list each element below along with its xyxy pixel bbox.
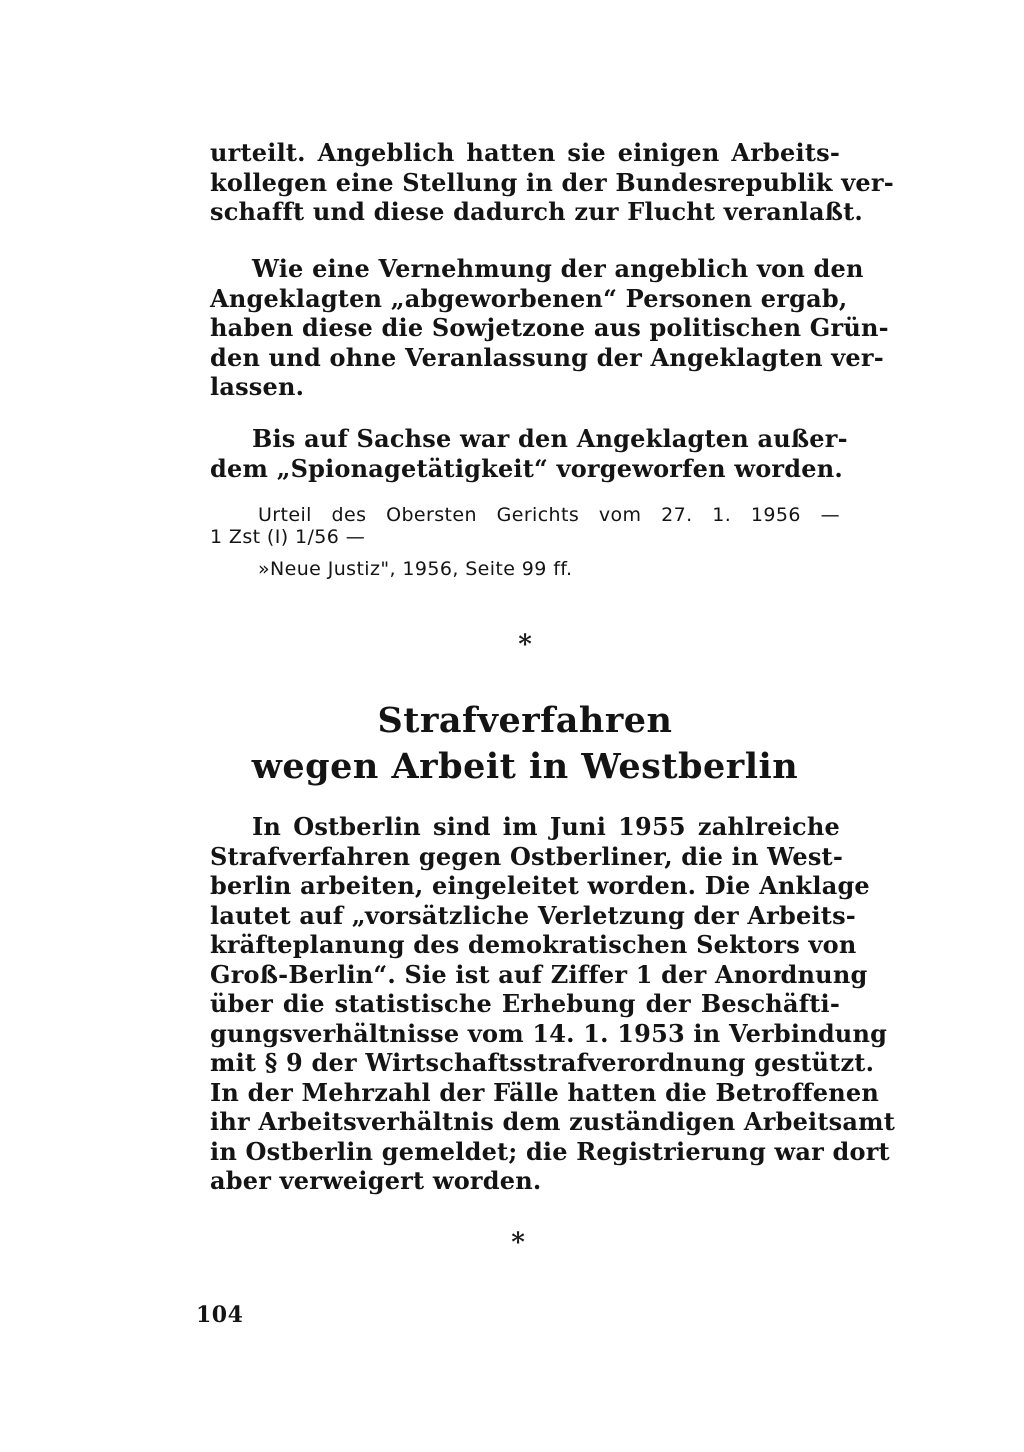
text-line: kollegen eine Stellung in der Bundesrepublik ver- xyxy=(210,167,894,197)
citation-line: Urteil des Obersten Gerichts vom 27. 1. 1956 — xyxy=(258,504,840,526)
text-line: Wie eine Vernehmung der angeblich von den xyxy=(252,254,864,283)
text-line: In der Mehrzahl der Fälle hatten die Betroffenen xyxy=(210,1077,880,1107)
text-line: haben diese die Sowjetzone aus politischen Grün- xyxy=(210,313,889,342)
section-body-paragraph xyxy=(210,812,895,1196)
text-line: lautet auf „vorsätzliche Verletzung der Arbeits- xyxy=(210,900,856,930)
text-line: aber verweigert worden. xyxy=(210,1166,542,1195)
citation-line: »Neue Justiz", 1956, Seite 99 ff. xyxy=(258,558,573,580)
heading-line: wegen Arbeit in Westberlin xyxy=(251,746,799,787)
text-line: Bis auf Sachse war den Angeklagten außer- xyxy=(252,424,848,453)
heading-line: Strafverfahren xyxy=(377,700,673,741)
text-line: kräfteplanung des demokratischen Sektors von xyxy=(210,930,857,959)
text-line: Angeklagten „abgeworbenen“ Personen ergab, xyxy=(210,283,848,313)
text-line: Strafverfahren gegen Ostberliner, die in West- xyxy=(210,841,843,871)
paragraph-interrogation xyxy=(210,254,889,402)
text-line: dem „Spionagetätigkeit“ vorgeworfen worden. xyxy=(210,453,843,483)
section-heading xyxy=(210,698,840,790)
text-line: gungsverhältnisse vom 14. 1. 1953 in Verbindung xyxy=(210,1018,888,1048)
text-line: Groß-Berlin“. Sie ist auf Ziffer 1 der Anordnung xyxy=(210,959,868,989)
paragraph-judgment-end xyxy=(210,138,894,227)
text-line: mit § 9 der Wirtschaftsstrafverordnung gestützt. xyxy=(210,1048,875,1077)
text-line: schafft und diese dadurch zur Flucht veranlaßt. xyxy=(210,197,863,226)
section-separator: * xyxy=(518,630,532,660)
text-line: lassen. xyxy=(210,372,305,401)
paragraph-espionage xyxy=(210,424,848,483)
text-line: berlin arbeiten, eingeleitet worden. Die Anklage xyxy=(210,871,870,900)
text-line: den und ohne Veranlassung der Angeklagten ver- xyxy=(210,342,884,372)
citation-line: 1 Zst (I) 1/56 — xyxy=(210,526,366,548)
text-line: über die statistische Erhebung der Beschäfti- xyxy=(210,989,840,1018)
page-number: 104 xyxy=(196,1302,244,1328)
text-line: in Ostberlin gemeldet; die Registrierung war dort xyxy=(210,1136,890,1166)
text-line: ihr Arbeitsverhältnis dem zuständigen Arbeitsamt xyxy=(210,1107,895,1136)
section-separator: * xyxy=(511,1228,525,1258)
text-line: urteilt. Angeblich hatten sie einigen Arbeits- xyxy=(210,138,840,167)
text-line: In Ostberlin sind im Juni 1955 zahlreiche xyxy=(252,812,840,841)
source-citation xyxy=(210,504,840,580)
